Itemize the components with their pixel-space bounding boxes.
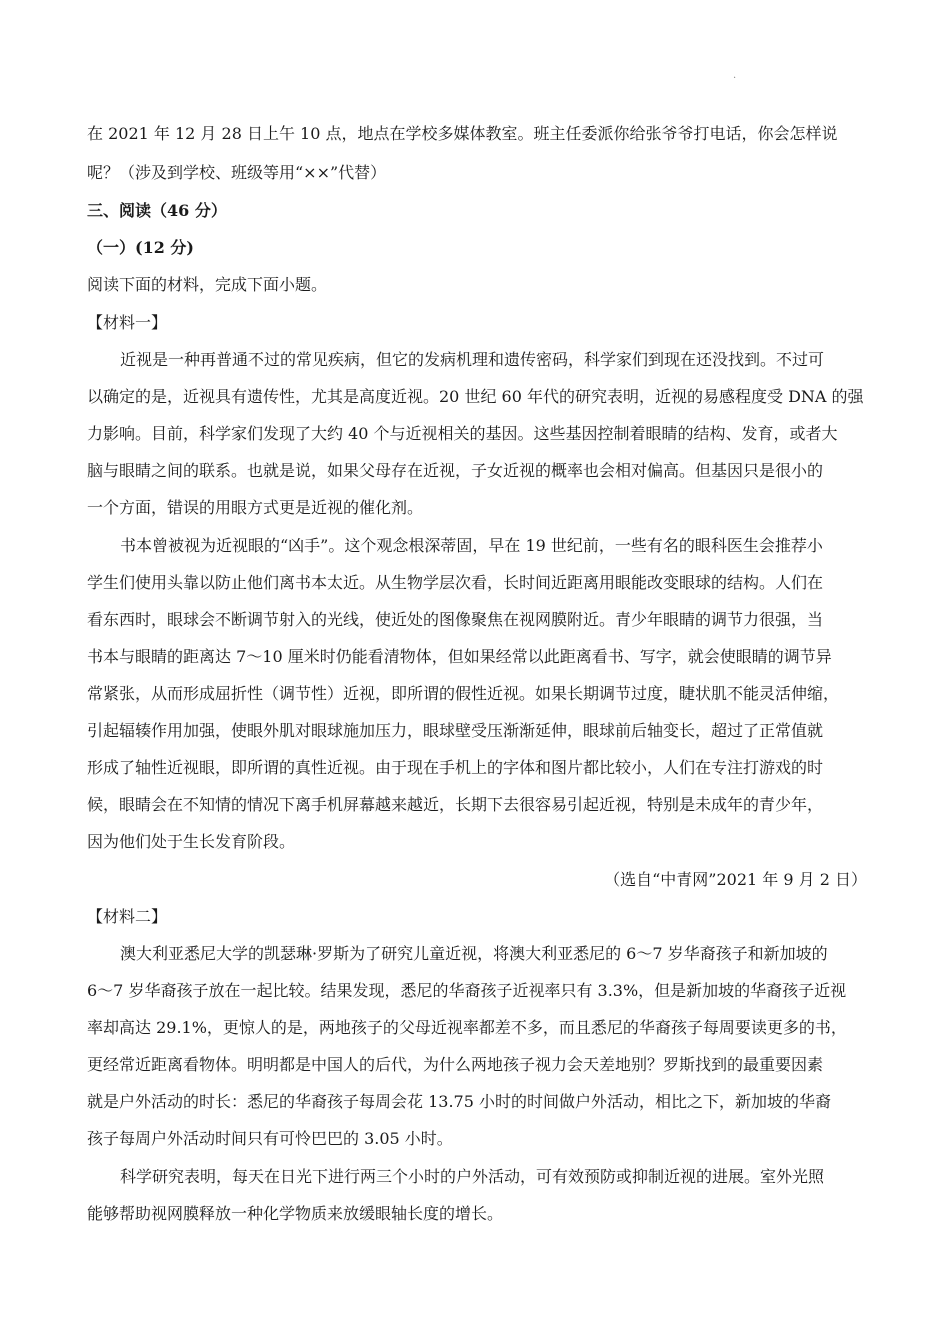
material1-para2-line: 书本曾被视为近视眼的“凶手”。这个观念根深蒂固，早在 19 世纪前，一些有名的眼科医生会推荐小 bbox=[120, 536, 823, 555]
intro-line-2: 呢？（涉及到学校、班级等用“××”代替） bbox=[87, 163, 387, 182]
material2-para1-line: 6～7 岁华裔孩子放在一起比较。结果发现，悉尼的华裔孩子近视率只有 3.3%，但是新加坡的华裔孩子近视 bbox=[87, 981, 847, 1000]
material1-para2-line: 形成了轴性近视眼，即所谓的真性近视。由于现在手机上的字体和图片都比较小，人们在专注打游戏的时 bbox=[87, 758, 824, 777]
material1-label: 【材料一】 bbox=[87, 313, 168, 332]
intro-line-1: 在 2021 年 12 月 28 日上午 10 点，地点在学校多媒体教室。班主任委派你给张爷爷打电话，你会怎样说 bbox=[87, 124, 838, 143]
material1-para2-line: 常紧张，从而形成屈折性（调节性）近视，即所谓的假性近视。如果长期调节过度，睫状肌不能灵活伸缩， bbox=[87, 684, 840, 703]
material1-para1-line: 近视是一种再普通不过的常见疾病，但它的发病机理和遗传密码，科学家们到现在还没找到。不过可 bbox=[120, 350, 825, 369]
material2-para2-line: 科学研究表明，每天在日光下进行两三个小时的户外活动，可有效预防或抑制近视的进展。室外光照 bbox=[120, 1167, 825, 1186]
material2-para1-line: 澳大利亚悉尼大学的凯瑟琳·罗斯为了研究儿童近视，将澳大利亚悉尼的 6～7 岁华裔孩子和新加坡的 bbox=[120, 944, 828, 963]
material1-para2-line: 看东西时，眼球会不断调节射入的光线，使近处的图像聚焦在视网膜附近。青少年眼睛的调节力很强，当 bbox=[87, 610, 824, 629]
material1-para2-line: 学生们使用头靠以防止他们离书本太近。从生物学层次看，长时间近距离用眼能改变眼球的结构。人们在 bbox=[87, 573, 824, 592]
section-title: 三、阅读（46 分） bbox=[87, 201, 227, 220]
material2-para1-line: 更经常近距离看物体。明明都是中国人的后代，为什么两地孩子视力会天差地别？罗斯找到的最重要因素 bbox=[87, 1055, 824, 1074]
subsection-title: （一）(12 分) bbox=[87, 238, 194, 257]
material2-para1-line: 孩子每周户外活动时间只有可怜巴巴的 3.05 小时。 bbox=[87, 1129, 453, 1148]
material1-para2-line: 引起辐辏作用加强，使眼外肌对眼球施加压力，眼球壁受压渐渐延伸，眼球前后轴变长，超过了正常值就 bbox=[87, 721, 824, 740]
material1-source: （选自“中青网”2021 年 9 月 2 日） bbox=[604, 870, 867, 889]
material1-para1-line: 脑与眼睛之间的联系。也就是说，如果父母存在近视，子女近视的概率也会相对偏高。但基因只是很小的 bbox=[87, 461, 824, 480]
material2-para2-line: 能够帮助视网膜释放一种化学物质来放缓眼轴长度的增长。 bbox=[87, 1204, 504, 1223]
material1-para1-line: 一个方面，错误的用眼方式更是近视的催化剂。 bbox=[87, 498, 424, 517]
material1-para2-line: 因为他们处于生长发育阶段。 bbox=[87, 832, 296, 851]
material1-para1-line: 以确定的是，近视具有遗传性，尤其是高度近视。20 世纪 60 年代的研究表明，近视的易感程度受 DNA 的强 bbox=[87, 387, 864, 406]
material2-label: 【材料二】 bbox=[87, 907, 168, 926]
material1-para2-line: 书本与眼睛的距离达 7～10 厘米时仍能看清物体，但如果经常以此距离看书、写字，就会使眼睛的调节异 bbox=[87, 647, 832, 666]
material2-para1-line: 率却高达 29.1%，更惊人的是，两地孩子的父母近视率都差不多，而且悉尼的华裔孩子每周要读更多的书， bbox=[87, 1018, 847, 1037]
material2-para1-line: 就是户外活动的时长：悉尼的华裔孩子每周会花 13.75 小时的时间做户外活动，相比之下，新加坡的华裔 bbox=[87, 1092, 831, 1111]
instruction: 阅读下面的材料，完成下面小题。 bbox=[87, 275, 328, 294]
material1-para1-line: 力影响。目前，科学家们发现了大约 40 个与近视相关的基因。这些基因控制着眼睛的结构、发育，或者大 bbox=[87, 424, 838, 443]
top-mark: . bbox=[733, 70, 737, 81]
material1-para2-line: 候，眼睛会在不知情的情况下离手机屏幕越来越近，长期下去很容易引起近视，特别是未成年的青少年， bbox=[87, 795, 824, 814]
